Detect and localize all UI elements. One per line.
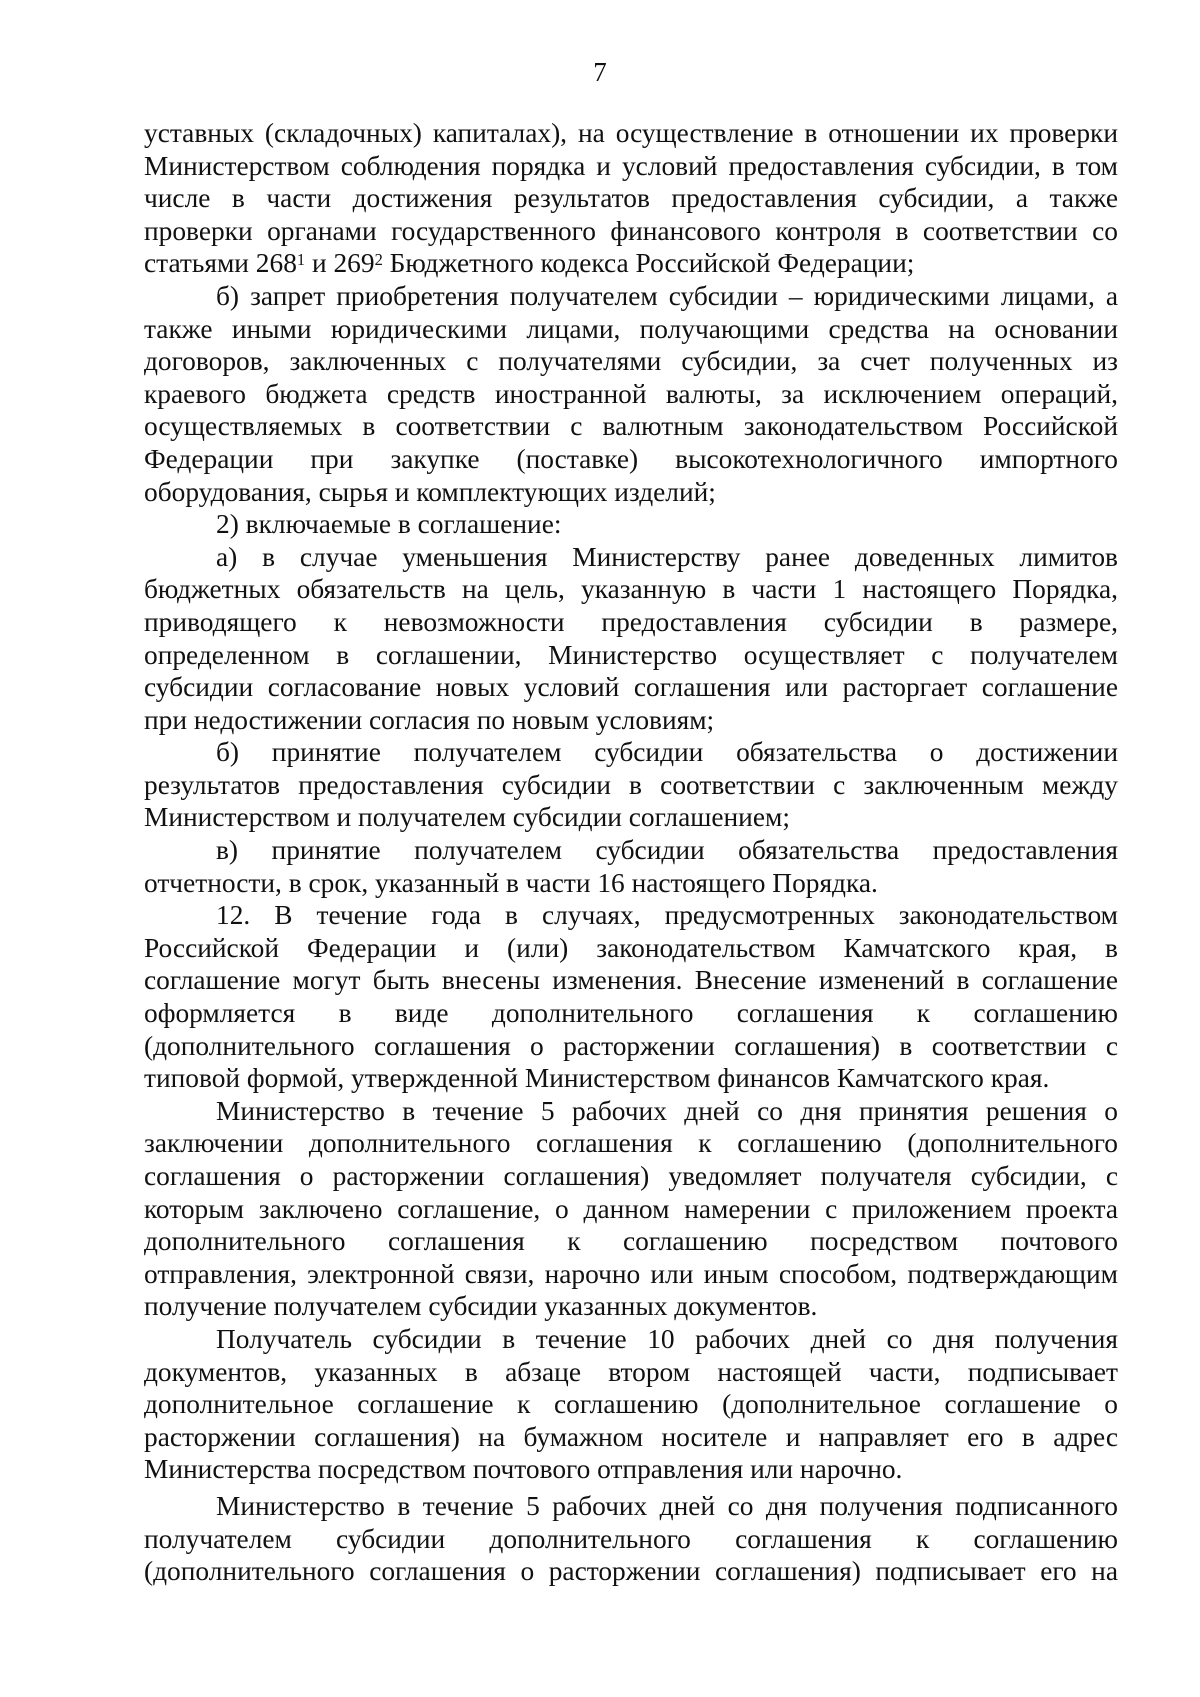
text-line: отправления, электронной связи, нарочно или иным способом, подтверждающим [144,1258,1118,1289]
text-line: проверки органами государственного финансового контроля в соответствии со [144,215,1118,246]
paragraph-item-a [144,541,1118,737]
superscript: 2 [374,249,383,269]
paragraph-ministry-signs [144,1490,1118,1588]
superscript: 1 [296,249,306,269]
document-body [144,117,1118,1588]
text-line: приводящего к невозможности предоставления субсидии в размере, [144,606,1118,637]
text-fragment: Бюджетного кодекса Российской Федерации; [382,248,915,279]
text-line: осуществляемых в соответствии с валютным законодательством Российской [144,411,1118,442]
text-line: соглашения о расторжении соглашения) уведомляет получателя субсидии, с [144,1161,1118,1191]
text-fragment: и 269 [305,248,375,279]
text-line: Министерства посредством почтового отправления или нарочно. [144,1454,903,1485]
text-line: оборудования, сырья и комплектующих изделий; [144,476,716,507]
text-fragment: статьями 268 [144,248,297,279]
text-line: соглашение могут быть внесены изменения. Внесение изменений в соглашение [144,965,1118,996]
paragraph-section-12 [144,899,1118,1095]
text-line: (дополнительного соглашения о расторжении соглашения) подписывает его на [144,1556,1118,1587]
paragraph-item-v [144,834,1118,899]
text-line: заключении дополнительного соглашения к соглашению (дополнительного [144,1128,1118,1159]
page-number: 7 [593,57,607,87]
text-line: при недостижении согласия по новым условиям; [144,704,715,735]
text-line: в) принятие получателем субсидии обязательства предоставления [216,835,1118,866]
text-line: определенном в соглашении, Министерство осуществляет с получателем [144,639,1118,670]
text-line-with-superscripts [144,247,1118,280]
text-line: оформляется в виде дополнительного соглашения к соглашению [144,998,1118,1029]
paragraph-item-b [144,736,1118,834]
text-line: также иными юридическими лицами, получающими средства на основании [144,313,1118,344]
text-line: (дополнительного соглашения о расторжении соглашения) в соответствии с [144,1030,1118,1061]
paragraph-item-2 [144,508,1118,541]
text-line: типовой формой, утвержденной Министерством финансов Камчатского края. [144,1063,1050,1094]
text-line: субсидии согласование новых условий соглашения или расторгает соглашение [144,672,1118,703]
text-line: расторжении соглашения) на бумажном носителе и направляет его в адрес [144,1421,1118,1452]
text-line: которым заключено соглашение, о данном намерении с приложением проекта [144,1193,1118,1224]
paragraph-recipient-signs [144,1323,1118,1486]
text-line: краевого бюджета средств иностранной валюты, за исключением операций, [144,378,1118,409]
text-line: 2) включаемые в соглашение: [216,509,562,540]
text-line: Федерации при закупке (поставке) высокотехнологичного импортного [144,443,1118,474]
text-line: отчетности, в срок, указанный в части 16 настоящего Порядка. [144,867,878,898]
paragraph-ministry-notice [144,1095,1118,1323]
text-line: уставных (складочных) капиталах), на осуществление в отношении их проверки [144,118,1118,148]
text-line: договоров, заключенных с получателями субсидии, за счет полученных из [144,346,1118,377]
text-line: Получатель субсидии в течение 10 рабочих дней со дня получения [216,1323,1118,1354]
text-line: б) запрет приобретения получателем субсидии – юридическими лицами, а [216,280,1118,311]
text-line: Министерство в течение 5 рабочих дней со дня принятия решения о [216,1095,1118,1126]
text-line: результатов предоставления субсидии в соответствии с заключенным между [144,769,1118,800]
text-line: бюджетных обязательств на цель, указанную в части 1 настоящего Порядка, [144,574,1118,605]
text-line: числе в части достижения результатов предоставления субсидии, а также [144,183,1118,214]
text-line: получателем субсидии дополнительного соглашения к соглашению [144,1523,1118,1554]
text-line: дополнительного соглашения к соглашению посредством почтового [144,1226,1118,1257]
text-line: документов, указанных в абзаце втором настоящей части, подписывает [144,1356,1118,1387]
paragraph-item-b-ban [144,280,1118,508]
paragraph-continuation [144,117,1118,280]
text-line: Министерством и получателем субсидии соглашением; [144,802,790,833]
text-line: Российской Федерации и (или) законодательством Камчатского края, в [144,932,1118,963]
text-line: получение получателем субсидии указанных документов. [144,1291,818,1322]
text-line: 12. В течение года в случаях, предусмотренных законодательством [216,900,1118,931]
text-line: Министерство в течение 5 рабочих дней со дня получения подписанного [216,1490,1118,1521]
text-line: дополнительное соглашение к соглашению (дополнительное соглашение о [144,1389,1118,1420]
text-line: а) в случае уменьшения Министерству ранее доведенных лимитов [216,541,1118,572]
text-line: Министерством соблюдения порядка и условий предоставления субсидии, в том [144,150,1118,181]
text-line: б) принятие получателем субсидии обязательства о достижении [216,737,1118,768]
